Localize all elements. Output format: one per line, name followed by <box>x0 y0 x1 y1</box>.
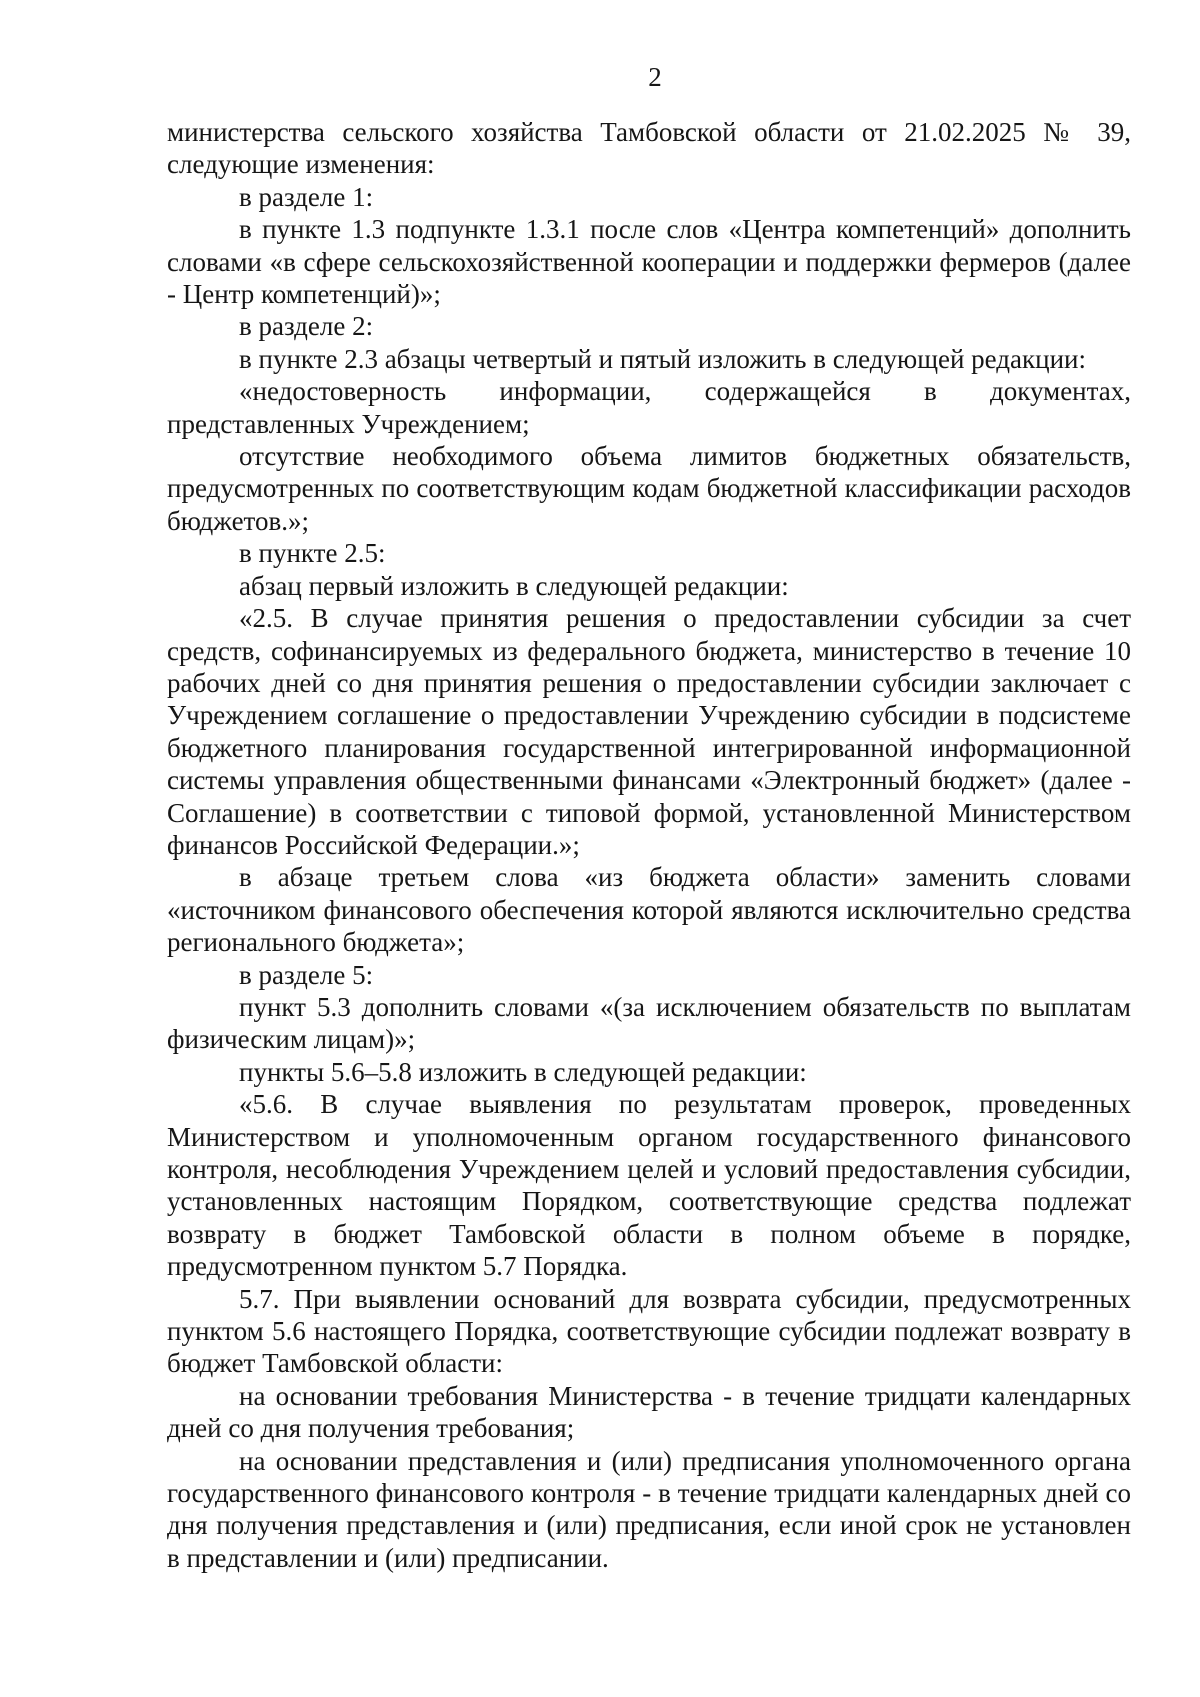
paragraph: в разделе 2: <box>239 311 374 342</box>
paragraph: министерства сельского хозяйства Тамбовской области от 21.02.2025 № 39, следующие изменения: <box>167 117 1131 180</box>
paragraph: на основании требования Министерства - в течение тридцати календарных дней со дня получения требования; <box>167 1380 1131 1444</box>
paragraph: абзац первый изложить в следующей редакции: <box>239 570 789 601</box>
paragraph: «5.6. В случае выявления по результатам проверок, проведенных Министерством и уполномоченным органом государственного финансового контроля, несоблюдения Учреждением целей и условий предоставления субсидии, установленных настоящим Порядком, соответствующие средства подлежат возврату в бюджет Тамбовской области в полном объеме в порядке, предусмотренном пунктом 5.7 Порядка. <box>167 1089 1131 1282</box>
paragraph: отсутствие необходимого объема лимитов бюджетных обязательств, предусмотренных по соответствующим кодам бюджетной классификации расходов бюджетов.»; <box>167 441 1131 536</box>
paragraph: в разделе 5: <box>239 959 374 990</box>
page-number: 2 <box>648 62 662 92</box>
paragraph: «2.5. В случае принятия решения о предоставлении субсидии за счет средств, софинансируемых из федерального бюджета, министерство в течение 10 рабочих дней со дня принятия решения о предоставлении субсидии заключает с Учреждением соглашение о предоставлении Учреждению субсидии в подсистеме бюджетного планирования государственной интегрированной информационной системы управления общественными финансами «Электронный бюджет» (далее - Соглашение) в соответствии с типовой формой, установленной Министерством финансов Российской Федерации.»; <box>167 603 1131 860</box>
paragraph: в абзаце третьем слова «из бюджета области» заменить словами «источником финансового обеспечения которой являются исключительно средства регионального бюджета»; <box>167 862 1131 958</box>
paragraph: в пункте 2.3 абзацы четвертый и пятый изложить в следующей редакции: <box>239 343 1086 374</box>
paragraph: 5.7. При выявлении оснований для возврата субсидии, предусмотренных пунктом 5.6 настоящего Порядка, соответствующие субсидии подлежат возврату в бюджет Тамбовской области: <box>167 1283 1131 1379</box>
paragraph: пункт 5.3 дополнить словами «(за исключением обязательств по выплатам физическим лицам)»; <box>167 991 1131 1055</box>
paragraph: на основании представления и (или) предписания уполномоченного органа государственного финансового контроля - в течение тридцати календарных дней со дня получения представления и (или) предписания, если иной срок не установлен в представлении и (или) предписании. <box>167 1445 1131 1573</box>
paragraph: в пункте 1.3 подпункте 1.3.1 после слов «Центра компетенций» дополнить словами «в сфере сельскохозяйственной кооперации и поддержки фермеров (далее - Центр компетенций)»; <box>167 214 1131 310</box>
document-body <box>167 116 1131 1574</box>
paragraph: «недостоверность информации, содержащейся в документах, представленных Учреждением; <box>167 376 1131 439</box>
paragraph: пункты 5.6–5.8 изложить в следующей редакции: <box>239 1056 807 1087</box>
paragraph: в разделе 1: <box>239 181 374 212</box>
paragraph: в пункте 2.5: <box>239 538 386 569</box>
